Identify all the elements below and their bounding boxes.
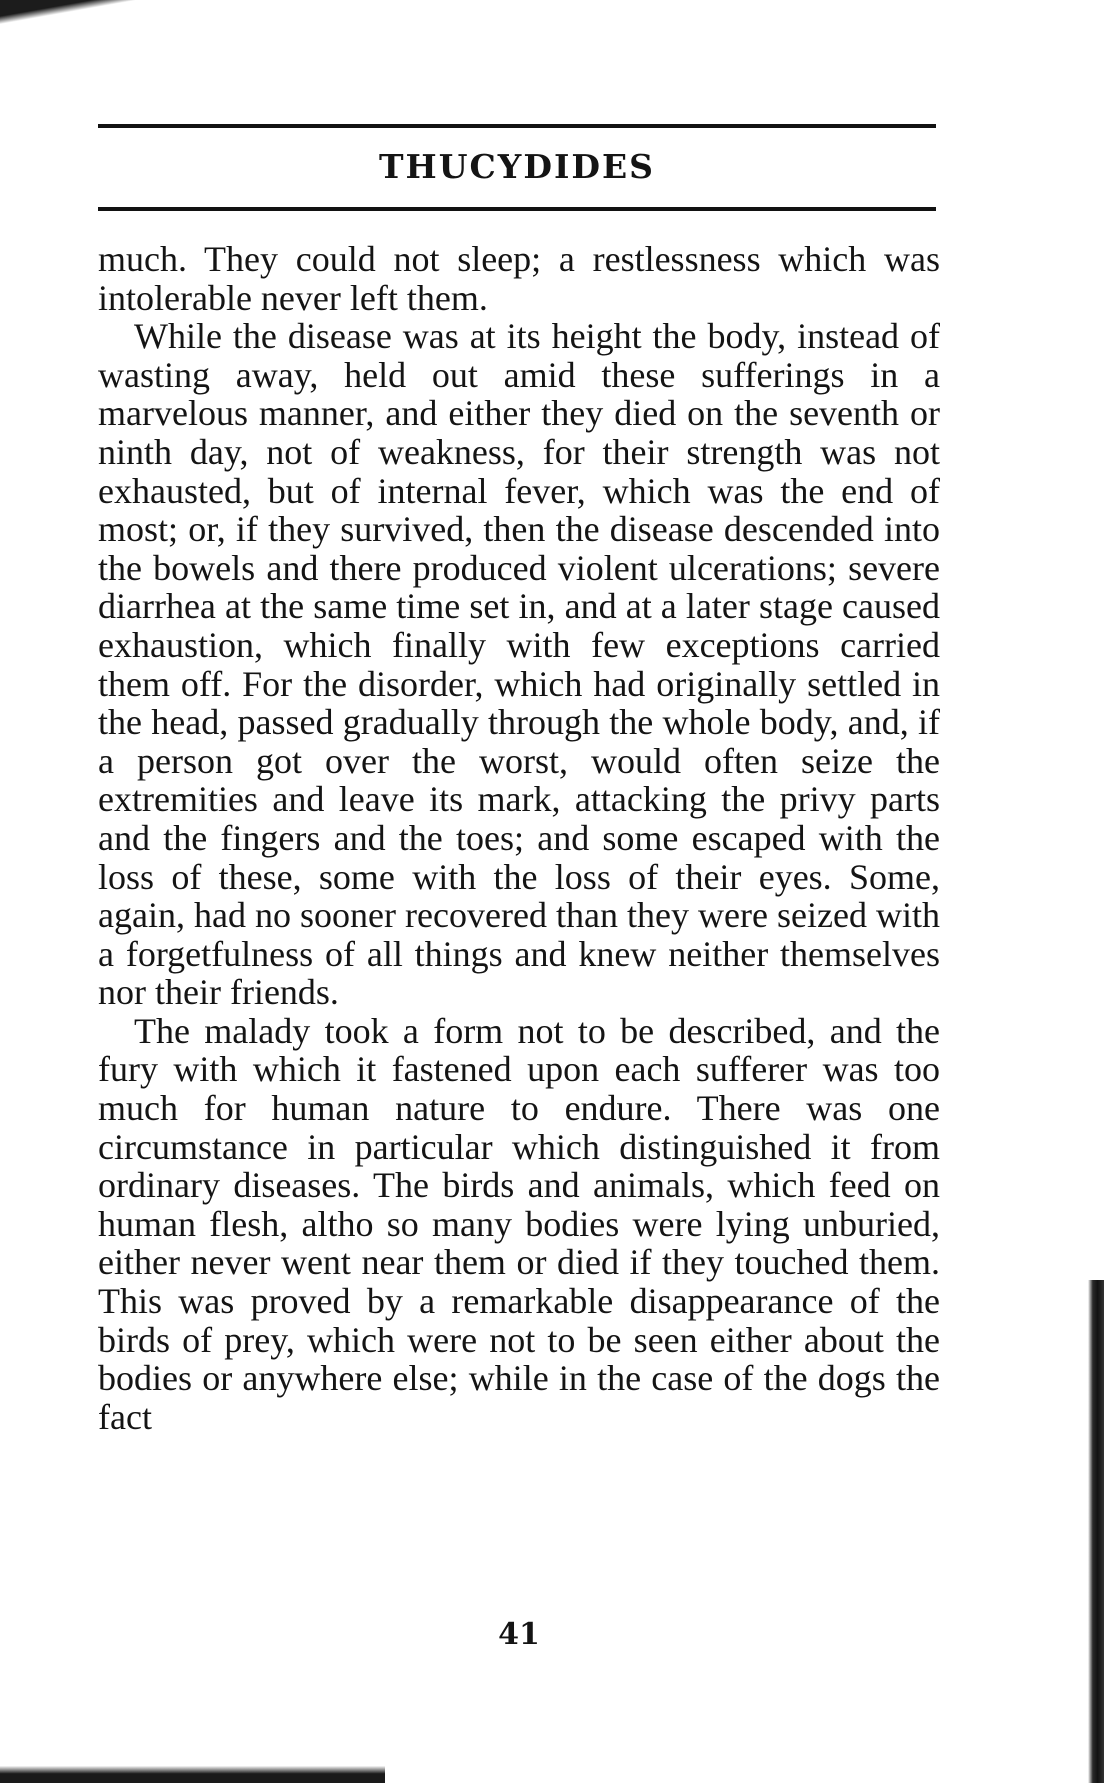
paragraph: The malady took a form not to be described, and the fury with which it fastened upon each sufferer was too much for human nature to endure. There was one circumstance in particular which distinguished it from ordinary diseases. The birds and animals, which feed on human flesh, altho so many bodies were lying unburied, either never went near them or died if they touched them. This was proved by a remarkable disappearance of the birds of prey, which were not to be seen either about the bodies or anywhere else; while in the case of the dogs the fact (98, 1010, 940, 1437)
scan-binding-edge (1088, 1280, 1104, 1783)
page-number: 41 (498, 1617, 540, 1652)
paragraph: While the disease was at its height the body, instead of wasting away, held out amid these sufferings in a marvelous manner, and either they died on the seventh or ninth day, not of weakness, for their strength was not exhausted, but of internal fever, which was the end of most; or, if they survived, then the disease descended into the bowels and there produced violent ulcerations; severe diarrhea at the same time set in, and at a later stage caused exhaustion, which finally with few exceptions carried them off. For the disorder, which had originally settled in the head, passed gradually through the whole body, and, if a person got over the worst, would often seize the extremities and leave its mark, attacking the privy parts and the fingers and the toes; and some escaped with the loss of these, some with the loss of their eyes. Some, again, had no sooner recovered than they were seized with a forgetfulness of all things and knew neither themselves nor their friends. (98, 316, 940, 1013)
body-text (98, 240, 940, 1436)
scan-corner-mark (0, 1760, 385, 1783)
header-rule-bottom (98, 207, 936, 211)
header-rule-top (98, 124, 936, 128)
scan-corner-mark (0, 0, 135, 30)
paragraph-continuation: much. They could not sleep; a restlessness which was intolerable never left them. (98, 239, 940, 318)
running-head: THUCYDIDES (379, 147, 655, 186)
